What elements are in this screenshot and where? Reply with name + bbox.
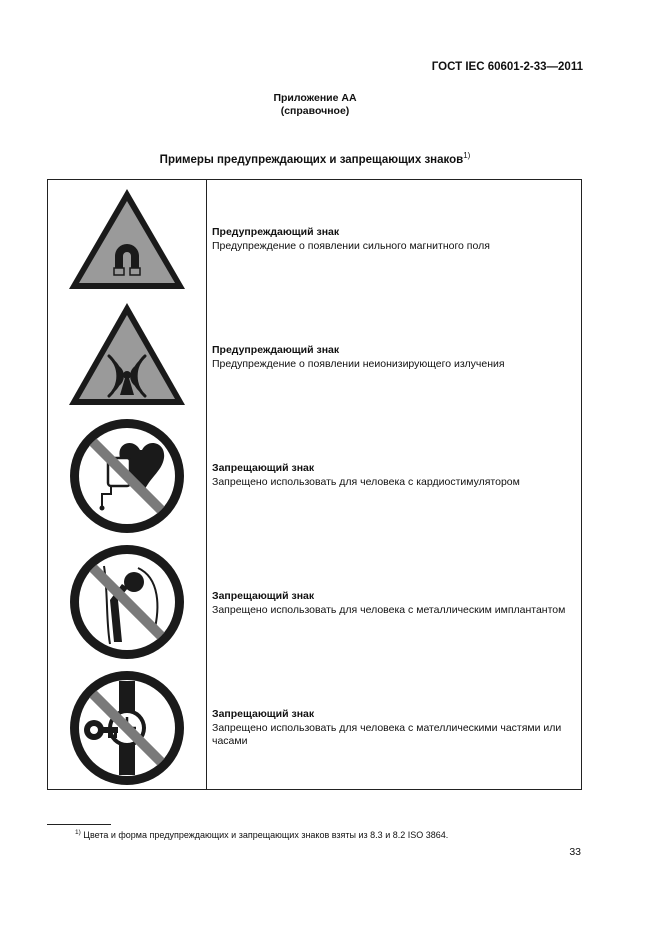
annex-status: (справочное) xyxy=(280,105,350,117)
sign-type: Запрещающий знак xyxy=(212,590,315,602)
sign-description xyxy=(212,226,577,253)
footnote-ref: 1) xyxy=(463,151,471,160)
sign-meaning: Запрещено использовать для человека с мателлическими частями или часами xyxy=(212,721,562,747)
sign-description xyxy=(212,462,577,489)
sign-meaning: Запрещено использовать для человека с кардиостимулятором xyxy=(212,475,520,488)
sign-meaning: Предупреждение о появлении неионизирующего излучения xyxy=(212,357,505,370)
sign-description xyxy=(212,708,577,749)
table-row xyxy=(48,180,581,296)
no-metal-implant-icon xyxy=(64,542,190,662)
table-title xyxy=(0,151,630,166)
annex-heading xyxy=(0,92,630,118)
footnote-rule xyxy=(47,824,111,825)
sign-type: Запрещающий знак xyxy=(212,708,315,720)
table-row xyxy=(48,538,581,664)
sign-type: Запрещающий знак xyxy=(212,462,315,474)
no-pacemaker-icon xyxy=(64,416,190,536)
footnote-mark: 1) xyxy=(75,829,81,836)
sign-meaning: Предупреждение о появлении сильного магнитного поля xyxy=(212,239,490,252)
table-row xyxy=(48,664,581,791)
footnote xyxy=(75,829,448,840)
annex-title: Приложение АА xyxy=(273,92,357,104)
sign-type: Предупреждающий знак xyxy=(212,344,340,356)
no-metal-parts-watch-icon xyxy=(64,668,190,788)
sign-type: Предупреждающий знак xyxy=(212,226,340,238)
signs-table xyxy=(47,179,582,790)
table-title-text: Примеры предупреждающих и запрещающих знаков xyxy=(159,153,464,166)
standard-designation: ГОСТ IEC 60601-2-33—2011 xyxy=(431,61,583,73)
page-number: 33 xyxy=(569,846,581,858)
footnote-text: Цвета и форма предупреждающих и запрещающих знаков взяты из 8.3 и 8.2 ISO 3864. xyxy=(83,830,449,840)
table-row xyxy=(48,414,581,538)
sign-description xyxy=(212,344,577,371)
non-ionizing-radiation-warning-icon xyxy=(64,298,190,410)
sign-description xyxy=(212,590,577,617)
table-row xyxy=(48,296,581,414)
sign-meaning: Запрещено использовать для человека с металлическим имплантантом xyxy=(212,603,566,616)
magnet-warning-icon xyxy=(64,184,190,294)
